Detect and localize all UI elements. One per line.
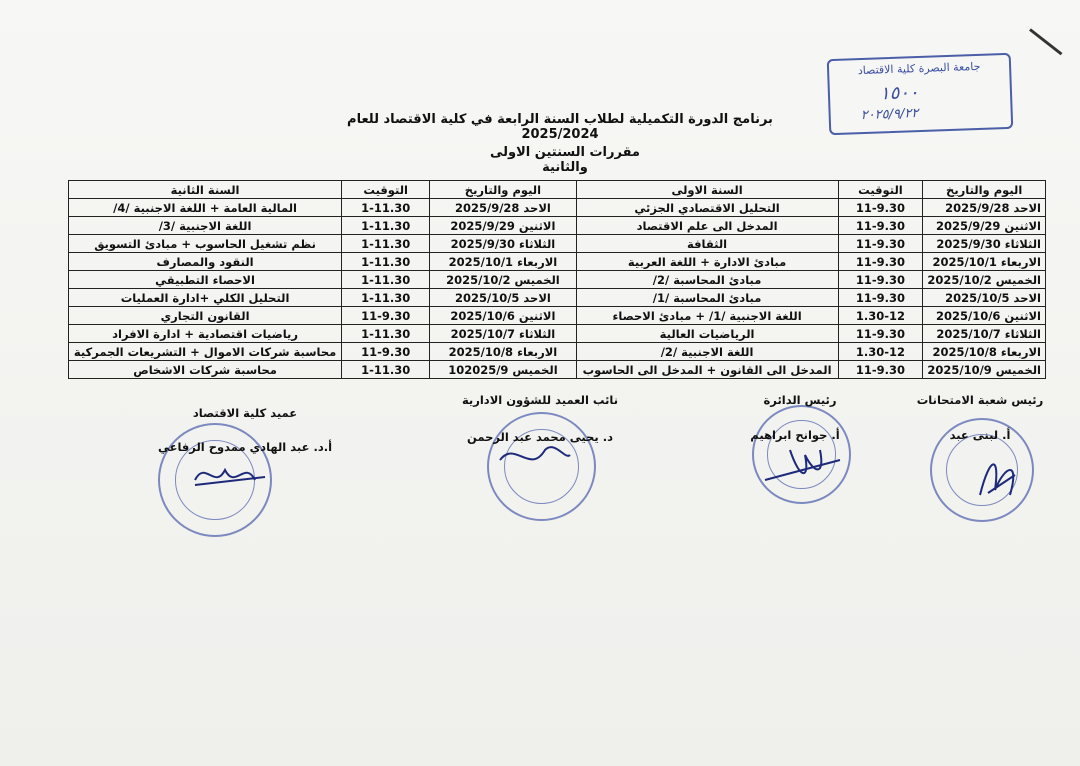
cell-subject2: رياضيات اقتصادية + ادارة الافراد (69, 325, 342, 343)
cell-time2: 1-11.30 (342, 289, 430, 307)
signature-role-exams: رئيس شعبة الامتحانات (916, 393, 1044, 407)
table-row (69, 289, 1046, 307)
cell-day2: الخميس 2025/10/2 (430, 271, 576, 289)
cell-time1: 11-9.30 (838, 289, 923, 307)
cell-subject2: اللغة الاجنبية /3/ (69, 217, 342, 235)
cell-day2: الاربعاء 2025/10/8 (430, 343, 576, 361)
cell-day1: الاثنين 2025/10/6 (923, 307, 1046, 325)
header-time-year1: التوقيت (838, 181, 923, 199)
cell-day2: الاحد 2025/10/5 (430, 289, 576, 307)
pen-mark (1029, 28, 1062, 55)
cell-day1: الخميس 2025/10/2 (923, 271, 1046, 289)
header-subject-year2: السنة الثانية (69, 181, 342, 199)
cell-time2: 1-11.30 (342, 361, 430, 379)
cell-day2: الاحد 2025/9/28 (430, 199, 576, 217)
signature-name-deputy: د. يحيى محمد عبد الرحمن (467, 430, 613, 444)
signature-name-exams: أ. لبنى عبد (949, 428, 1011, 442)
cell-time2: 1-11.30 (342, 235, 430, 253)
table-row (69, 343, 1046, 361)
signature-role-deputy: نائب العميد للشؤون الادارية (461, 393, 619, 407)
cell-day1: الخميس 2025/10/9 (923, 361, 1046, 379)
cell-subject2: نظم تشغيل الحاسوب + مبادئ التسويق (69, 235, 342, 253)
header-day-year2: اليوم والتاريخ (430, 181, 576, 199)
cell-subject1: الثقافة (576, 235, 838, 253)
cell-day2: الاثنين 2025/10/6 (430, 307, 576, 325)
cell-day1: الاربعاء 2025/10/1 (923, 253, 1046, 271)
cell-subject1: التحليل الاقتصادي الجزئي (576, 199, 838, 217)
cell-subject2: التحليل الكلي +ادارة العمليات (69, 289, 342, 307)
cell-subject1: اللغة الاجنبية /1/ + مبادئ الاحصاء (576, 307, 838, 325)
cell-time2: 11-9.30 (342, 343, 430, 361)
cell-time2: 1-11.30 (342, 271, 430, 289)
cell-subject2: المالية العامة + اللغة الاجنبية /4/ (69, 199, 342, 217)
handwritten-signature (495, 440, 575, 480)
cell-day2: الاثنين 2025/9/29 (430, 217, 576, 235)
handwritten-signature (970, 445, 1030, 505)
cell-subject1: مبادئ الادارة + اللغة العربية (576, 253, 838, 271)
cell-day2: الخميس 102025/9 (430, 361, 576, 379)
cell-time2: 1-11.30 (342, 325, 430, 343)
cell-subject2: الاحصاء التطبيقي (69, 271, 342, 289)
cell-day1: الاربعاء 2025/10/8 (923, 343, 1046, 361)
signature-role-dept: رئيس الدائرة (763, 393, 837, 407)
cell-time1: 11-9.30 (838, 253, 923, 271)
cell-time1: 11-9.30 (838, 235, 923, 253)
table-row (69, 217, 1046, 235)
table-row (69, 307, 1046, 325)
cell-day2: الثلاثاء 2025/10/7 (430, 325, 576, 343)
cell-subject1: المدخل الى القانون + المدخل الى الحاسوب (576, 361, 838, 379)
document-subtitle: مقررات السنتين الاولى والثانية (490, 145, 640, 175)
receipt-stamp (827, 53, 1014, 135)
table-row (69, 199, 1046, 217)
table-row (69, 325, 1046, 343)
cell-time2: 11-9.30 (342, 307, 430, 325)
cell-time1: 11-9.30 (838, 361, 923, 379)
cell-day2: الاربعاء 2025/10/1 (430, 253, 576, 271)
cell-time2: 1-11.30 (342, 199, 430, 217)
cell-subject1: الرياضيات العالية (576, 325, 838, 343)
cell-day1: الثلاثاء 2025/10/7 (923, 325, 1046, 343)
header-day-year1: اليوم والتاريخ (923, 181, 1046, 199)
table-row (69, 271, 1046, 289)
header-time-year2: التوقيت (342, 181, 430, 199)
cell-day2: الثلاثاء 2025/9/30 (430, 235, 576, 253)
schedule-table (68, 180, 1046, 379)
cell-time1: 11-9.30 (838, 325, 923, 343)
table-row (69, 253, 1046, 271)
cell-subject2: النقود والمصارف (69, 253, 342, 271)
cell-time2: 1-11.30 (342, 253, 430, 271)
cell-subject1: المدخل الى علم الاقتصاد (576, 217, 838, 235)
table-row (69, 361, 1046, 379)
stamp-number: ١٥٠٠ (879, 82, 919, 105)
cell-subject1: مبادئ المحاسبة /2/ (576, 271, 838, 289)
cell-day1: الثلاثاء 2025/9/30 (923, 235, 1046, 253)
stamp-date: ٢٠٢٥/٩/٢٢ (860, 106, 919, 124)
cell-subject1: اللغة الاجنبية /2/ (576, 343, 838, 361)
document-title: برنامج الدورة التكميلية لطلاب السنة الرابعة في كلية الاقتصاد للعام 2025/2024 (347, 112, 773, 142)
cell-time1: 1.30-12 (838, 307, 923, 325)
cell-subject2: محاسبة شركات الاموال + التشريعات الجمركية (69, 343, 342, 361)
cell-subject1: مبادئ المحاسبة /1/ (576, 289, 838, 307)
stamp-header: جامعة البصرة كلية الاقتصاد (857, 59, 981, 78)
cell-day1: الاحد 2025/9/28 (923, 199, 1046, 217)
cell-time1: 11-9.30 (838, 271, 923, 289)
signature-role-dean: عميد كلية الاقتصاد (192, 406, 298, 420)
cell-time1: 1.30-12 (838, 343, 923, 361)
handwritten-signature (190, 455, 270, 495)
header-subject-year1: السنة الاولى (576, 181, 838, 199)
cell-time2: 1-11.30 (342, 217, 430, 235)
cell-day1: الاحد 2025/10/5 (923, 289, 1046, 307)
cell-subject2: محاسبة شركات الاشخاص (69, 361, 342, 379)
signature-name-dept: أ. جوانح ابراهيم (750, 428, 840, 442)
table-row (69, 235, 1046, 253)
cell-subject2: القانون التجاري (69, 307, 342, 325)
handwritten-signature (760, 440, 850, 490)
cell-time1: 11-9.30 (838, 199, 923, 217)
signature-name-dean: أ.د. عبد الهادي ممدوح الرفاعي (157, 440, 333, 454)
cell-day1: الاثنين 2025/9/29 (923, 217, 1046, 235)
cell-time1: 11-9.30 (838, 217, 923, 235)
table-header-row (69, 181, 1046, 199)
